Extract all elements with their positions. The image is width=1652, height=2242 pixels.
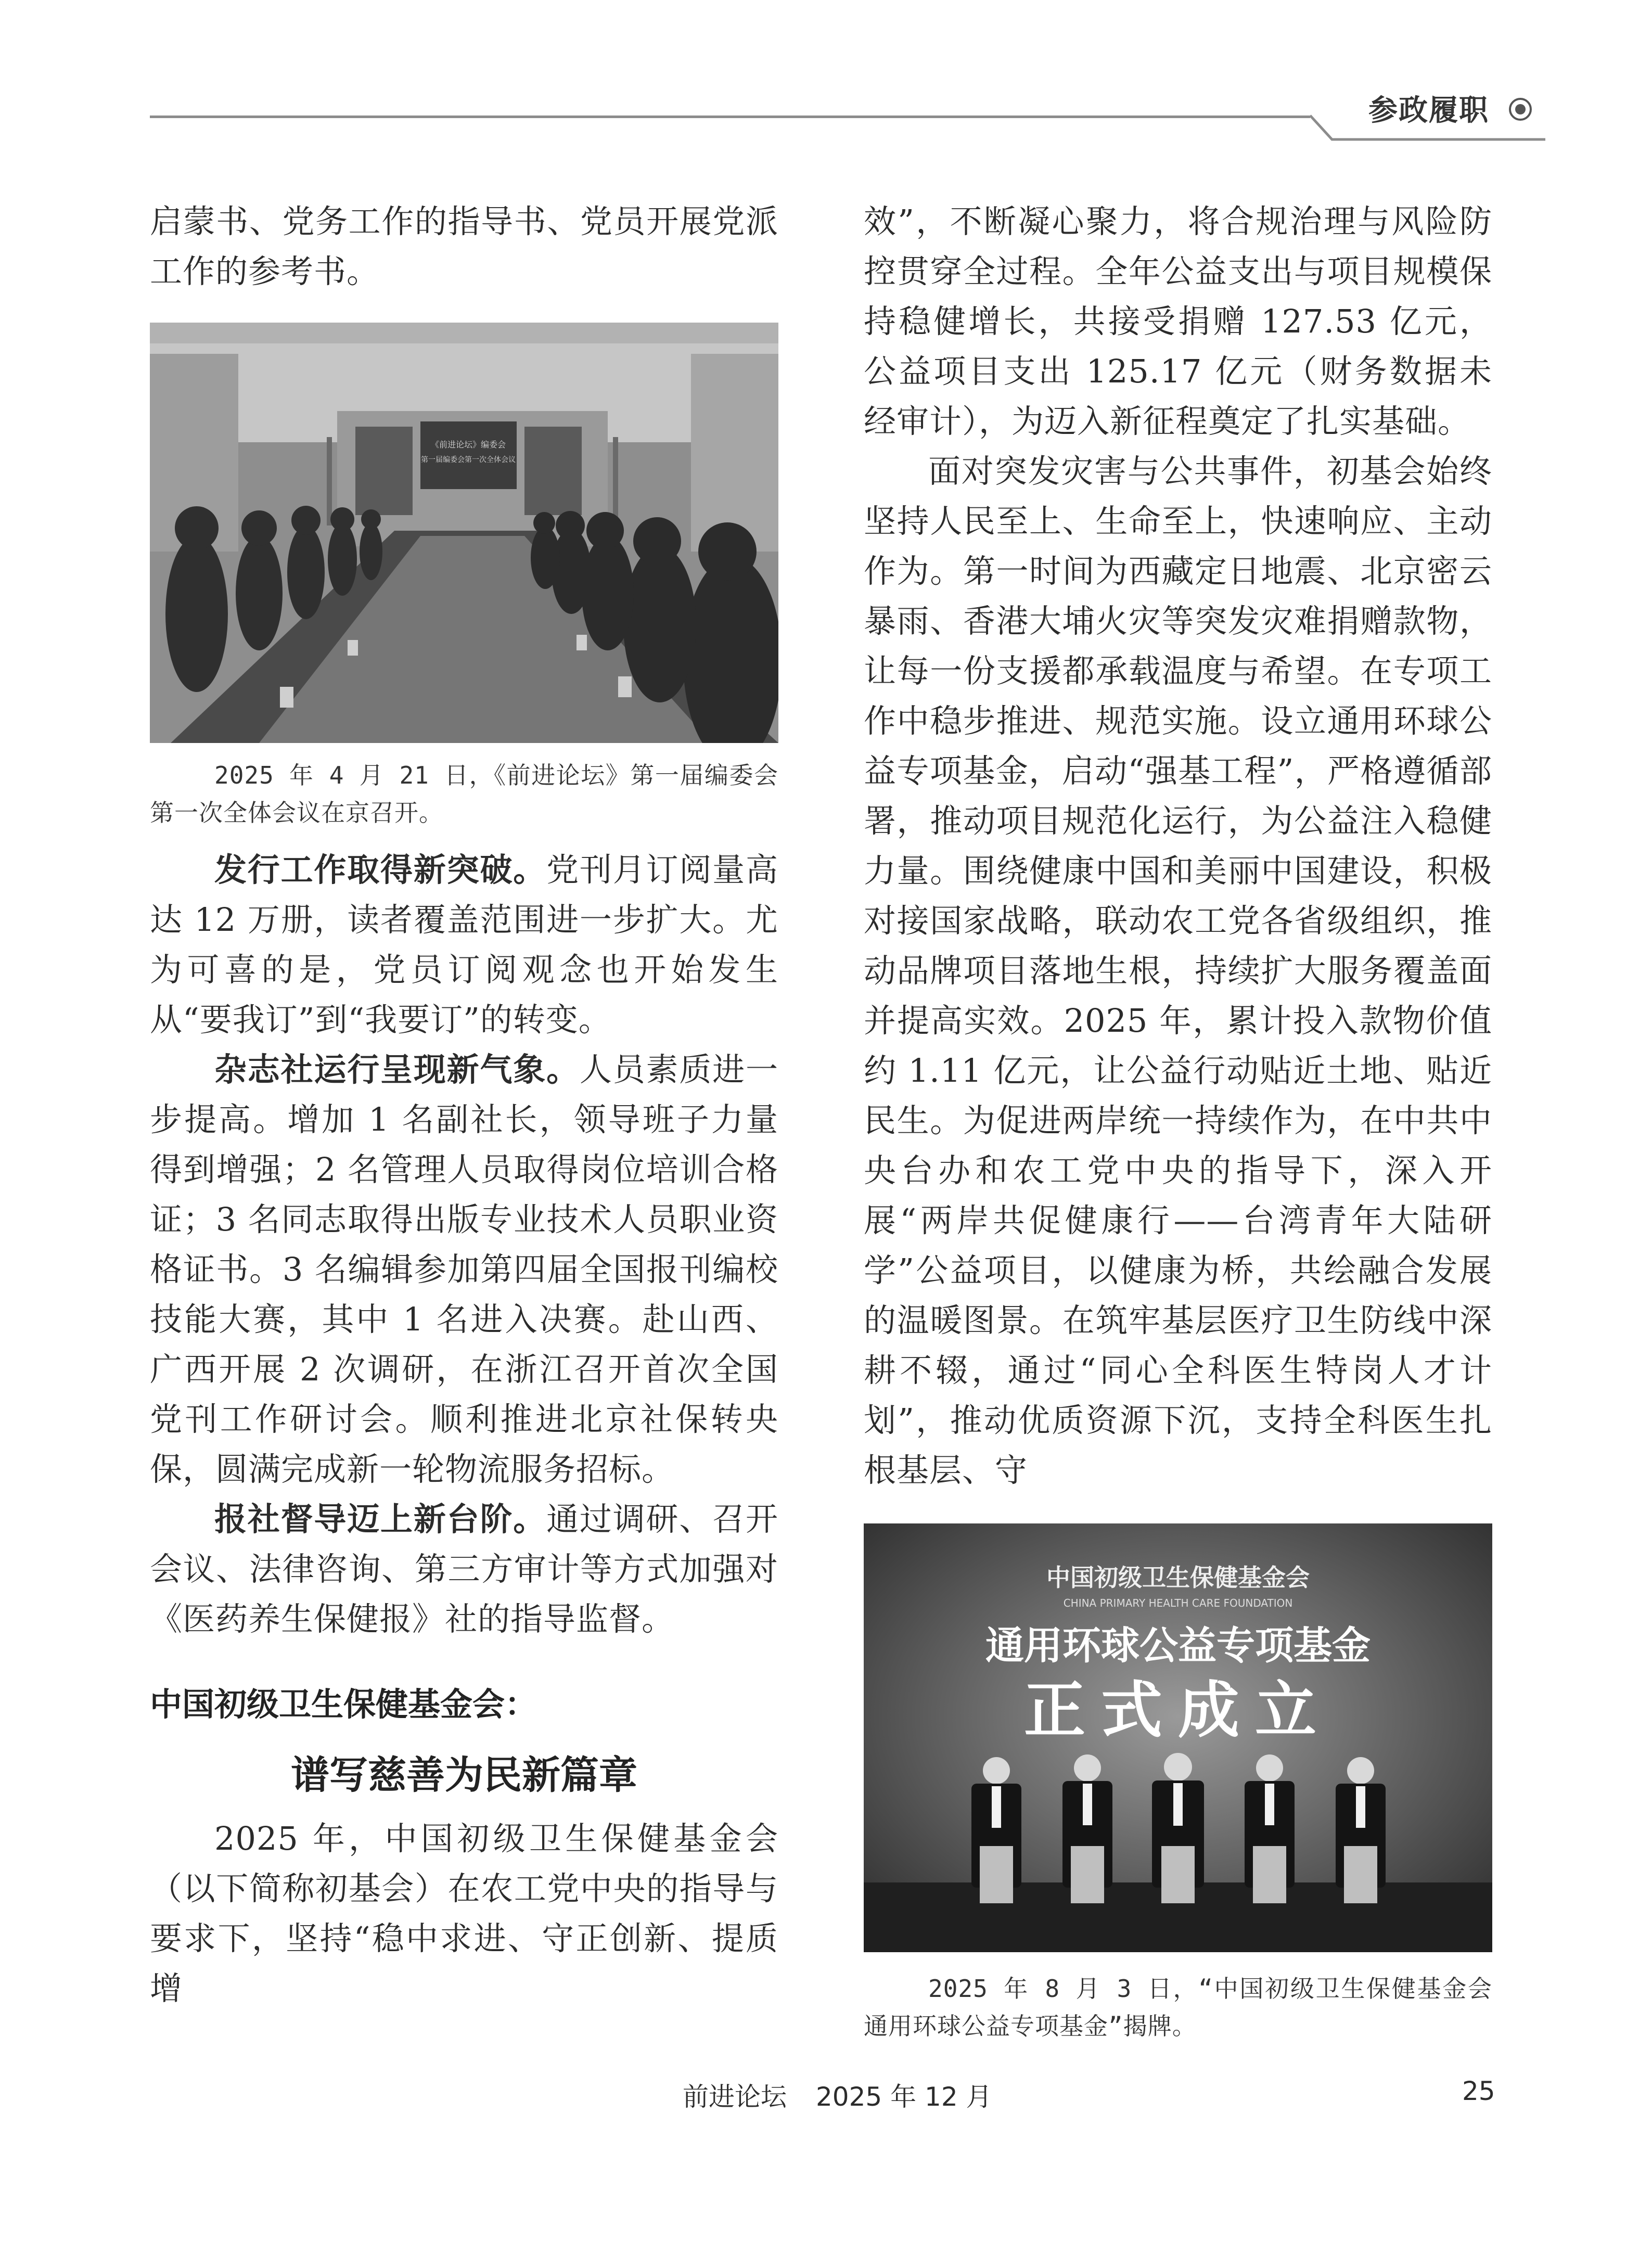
foundation-name-en: CHINA PRIMARY HEALTH CARE FOUNDATION bbox=[1063, 1597, 1293, 1609]
para-magazine bbox=[150, 1045, 778, 1494]
intro-paragraph: 启蒙书、党务工作的指导书、党员开展党派工作的参考书。 bbox=[150, 202, 778, 290]
para-disaster: 面对突发灾害与公共事件，初基会始终坚持人民至上、生命至上，快速响应、主动作为。第一时间为西藏定日地震、北京密云暴雨、香港大埔火灾等突发灾难捐赠款物，让每一份支援都承载温度与希望。在专项工作中稳步推进、规范实施。设立通用环球公益专项基金，启动“强基工程”，严格遵循部署，推动项目规范化运行，为公益注入稳健力量。围绕健康中国和美丽中国建设，积极对接国家战略，联动农工党各省级组织，推动品牌项目落地生根，持续扩大服务覆盖面并提高实效。2025 年，累计投入款物价值约 1.11 亿元，让公益行动贴近土地、贴近民生。为促进两岸统一持续作为，在中共中央台办和农工党中央的指导下，深入开展“两岸共促健康行——台湾青年大陆研学”公益项目，以健康为桥，共绘融合发展的温暖图景。在筑牢基层医疗卫生防线中深耕不辍，通过“同心全科医生特岗人才计划”，推动优质资源下沉，支持全科医生扎根基层、守 bbox=[864, 452, 1492, 1489]
page-number: 25 bbox=[1462, 2076, 1495, 2106]
para-newspaper-lead: 报社督导迈上新台阶。 bbox=[214, 1500, 547, 1538]
para-distribution-body: 党刊月订阅量高达 12 万册，读者覆盖范围进一步扩大。尤为可喜的是，党员订阅观念也开始发生从“要我订”到“我要订”的转变。 bbox=[150, 851, 778, 1039]
footer-magazine: 前进论坛 bbox=[683, 2082, 787, 2112]
para-continue: 效”，不断凝心聚力，将合规治理与风险防控贯穿全过程。全年公益支出与项目规模保持稳健增长，共接受捐赠 127.53 亿元，公益项目支出 125.17 亿元（财务数据未经审计），为迈入新征程奠定了扎实基础。 bbox=[864, 202, 1492, 440]
para-magazine-lead: 杂志社运行呈现新气象。 bbox=[214, 1050, 580, 1088]
ceremony-photo-caption: 2025 年 8 月 3 日，“中国初级卫生保健基金会通用环球公益专项基金”揭牌。 bbox=[864, 1975, 1492, 2040]
banner-line2: 正式成立 bbox=[1023, 1674, 1333, 1746]
meeting-photo-scene bbox=[150, 323, 778, 743]
para-magazine-body: 人员素质进一步提高。增加 1 名副社长，领导班子力量得到增强；2 名管理人员取得岗位培训合格证；3 名同志取得出版专业技术人员职业资格证书。3 名编辑参加第四届全国报刊编校技能大赛，其中 1 名进入决赛。赴山西、广西开展 2 次调研，在浙江召开首次全国党刊工作研讨会。顺利推进北京社保转央保，圆满完成新一轮物流服务招标。 bbox=[150, 1050, 778, 1488]
section-headline: 谱写慈善为民新篇章 bbox=[291, 1753, 637, 1798]
meeting-photo-caption: 2025 年 4 月 21 日，《前进论坛》第一届编委会第一次全体会议在京召开。 bbox=[150, 761, 778, 827]
foundation-name: 中国初级卫生保健基金会 bbox=[1046, 1564, 1310, 1592]
header-rule bbox=[150, 116, 1310, 118]
para-distribution bbox=[150, 845, 778, 1045]
section-label: 参政履职 bbox=[1368, 94, 1489, 127]
screen-title: 《前进论坛》编委会 bbox=[430, 440, 506, 450]
screen-subtitle: 第一届编委会第一次全体会议 bbox=[421, 456, 516, 464]
banner-line1: 通用环球公益专项基金 bbox=[985, 1623, 1371, 1668]
para-newspaper bbox=[150, 1494, 778, 1644]
left-column bbox=[150, 197, 778, 2014]
para-distribution-lead: 发行工作取得新突破。 bbox=[214, 851, 547, 889]
right-column bbox=[864, 197, 1492, 2045]
ceremony-photo-scene bbox=[864, 1523, 1492, 1952]
ceremony-photo bbox=[864, 1523, 1492, 1952]
section-subheading: 中国初级卫生保健基金会： bbox=[150, 1685, 537, 1723]
para-newspaper-body: 通过调研、召开会议、法律咨询、第三方审计等方式加强对《医药养生保健报》社的指导监督。 bbox=[150, 1500, 778, 1638]
para-2025: 2025 年，中国初级卫生保健基金会（以下简称初基会）在农工党中央的指导与要求下，坚持“稳中求进、守正创新、提质增 bbox=[150, 1820, 778, 2007]
meeting-photo bbox=[150, 323, 778, 743]
footer-issue: 2025 年 12 月 bbox=[816, 2082, 992, 2112]
